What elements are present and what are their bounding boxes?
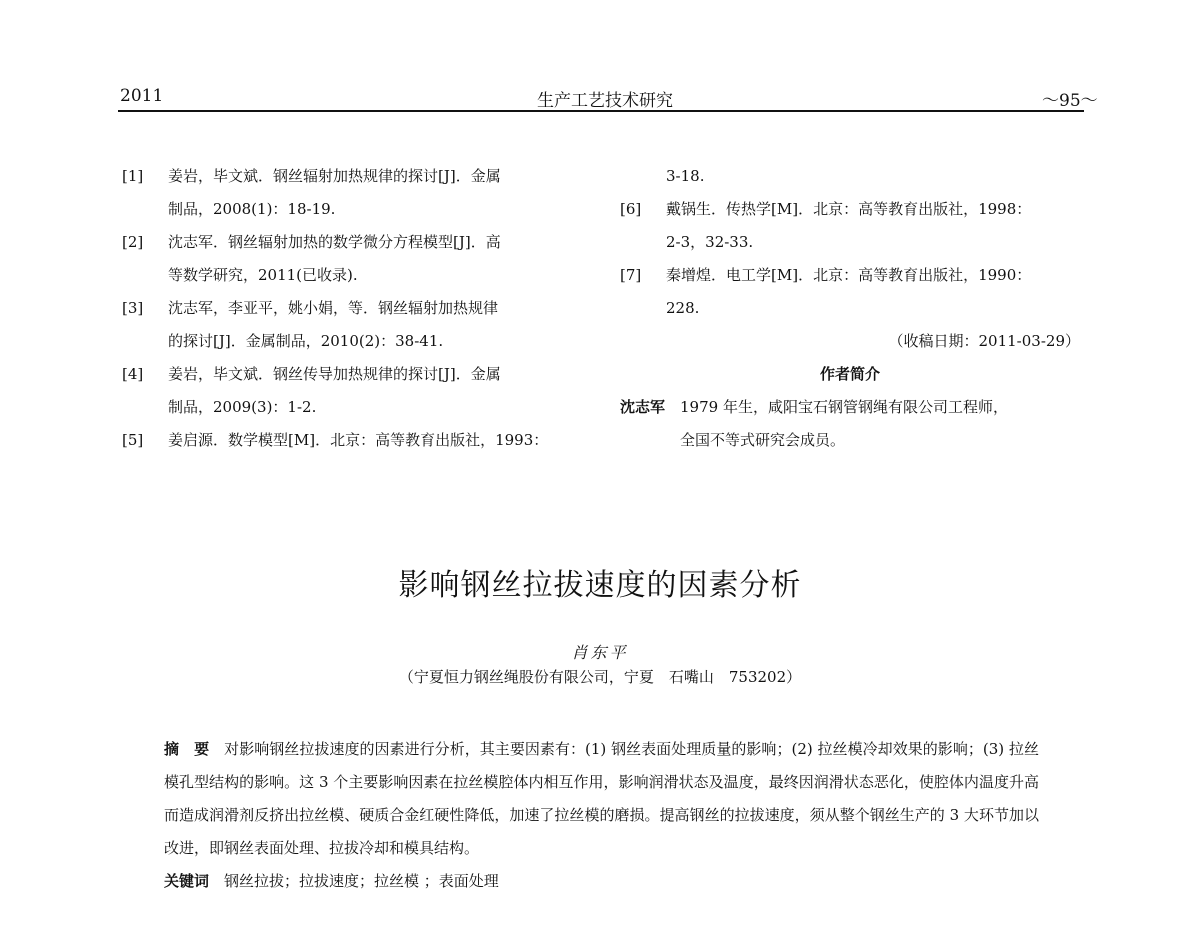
abstract-block <box>164 733 1039 898</box>
reference-item <box>620 259 1031 325</box>
reference-item <box>122 226 548 292</box>
reference-item <box>620 193 1031 259</box>
reference-number: [7] <box>620 266 642 284</box>
reference-text: 沈志军．钢丝辐射加热的数学微分方程模型[J]．高 <box>168 233 501 251</box>
reference-item <box>122 358 548 424</box>
reference-list-left <box>122 160 548 457</box>
article-author: 肖东平 <box>571 643 629 662</box>
reference-number: [3] <box>122 299 144 317</box>
author-bio-text: 全国不等式研究会成员。 <box>680 431 846 449</box>
keywords-label: 关键词 <box>164 872 210 890</box>
abstract-label: 摘 要 <box>164 740 210 758</box>
reference-continuation: 3-18. <box>666 167 705 185</box>
article-affiliation: （宁夏恒力钢丝绳股份有限公司，宁夏 石嘴山 753202） <box>398 668 802 686</box>
author-bio-heading: 作者简介 <box>819 365 880 383</box>
header-year: 2011 <box>120 86 164 106</box>
reference-text: 姜岩，毕文斌．钢丝辐射加热规律的探讨[J]．金属 <box>168 167 501 185</box>
reference-text: 228. <box>666 299 700 317</box>
keywords-text: 钢丝拉拔；拉拔速度；拉丝模 ；表面处理 <box>224 872 499 890</box>
reference-item <box>122 292 548 358</box>
reference-number: [6] <box>620 200 642 218</box>
reference-text: 秦增煌．电工学[M]．北京：高等教育出版社，1990： <box>666 266 1032 284</box>
header-page-number: ～95～ <box>1042 91 1098 111</box>
abstract-text: 对影响钢丝拉拔速度的因素进行分析，其主要因素有：(1) 钢丝表面处理质量的影响；(2) 拉丝模冷却效果的影响；(3) 拉丝模孔型结构的影响。这 3 个主要影响因素在拉丝模腔体内相互作用，影响润滑状态及温度，最终因润滑状态恶化，使腔体内温度升高而造成润滑剂反挤出拉丝模、硬质合金红硬性降低，加速了拉丝模的磨损。提高钢丝的拉拔速度，须从整个钢丝生产的 3 大环节加以改进，即钢丝表面处理、拉拔冷却和模具结构。 <box>164 740 1039 857</box>
reference-text: 制品，2008(1)：18-19. <box>168 200 336 218</box>
reference-text: 等数学研究，2011(已收录). <box>168 266 358 284</box>
reference-text: 姜岩，毕文斌．钢丝传导加热规律的探讨[J]．金属 <box>168 365 501 383</box>
keywords-line <box>164 865 1039 898</box>
author-bio-text: 1979 年生，咸阳宝石钢管钢绳有限公司工程师， <box>680 398 1008 416</box>
received-date: （收稿日期：2011-03-29） <box>888 332 1080 350</box>
reference-number: [4] <box>122 365 144 383</box>
reference-list-right <box>620 160 1031 325</box>
reference-number: [2] <box>122 233 144 251</box>
reference-text: 制品，2009(3)：1-2. <box>168 398 317 416</box>
reference-item <box>122 424 548 457</box>
author-bio-name: 沈志军 <box>620 398 666 416</box>
author-bio <box>620 391 1008 457</box>
reference-text: 戴锅生．传热学[M]．北京：高等教育出版社，1998： <box>666 200 1032 218</box>
reference-item <box>122 160 548 226</box>
header-rule <box>118 110 1084 112</box>
article-title: 影响钢丝拉拔速度的因素分析 <box>398 568 802 603</box>
reference-text: 2-3，32-33. <box>666 233 754 251</box>
reference-text: 姜启源．数学模型[M]．北京：高等教育出版社，1993： <box>168 431 549 449</box>
reference-number: [5] <box>122 431 144 449</box>
header-journal-title: 生产工艺技术研究 <box>537 91 673 111</box>
reference-text: 沈志军，李亚平，姚小娟，等．钢丝辐射加热规律 <box>168 299 499 317</box>
reference-number: [1] <box>122 167 144 185</box>
reference-text: 的探讨[J]．金属制品，2010(2)：38-41. <box>168 332 444 350</box>
